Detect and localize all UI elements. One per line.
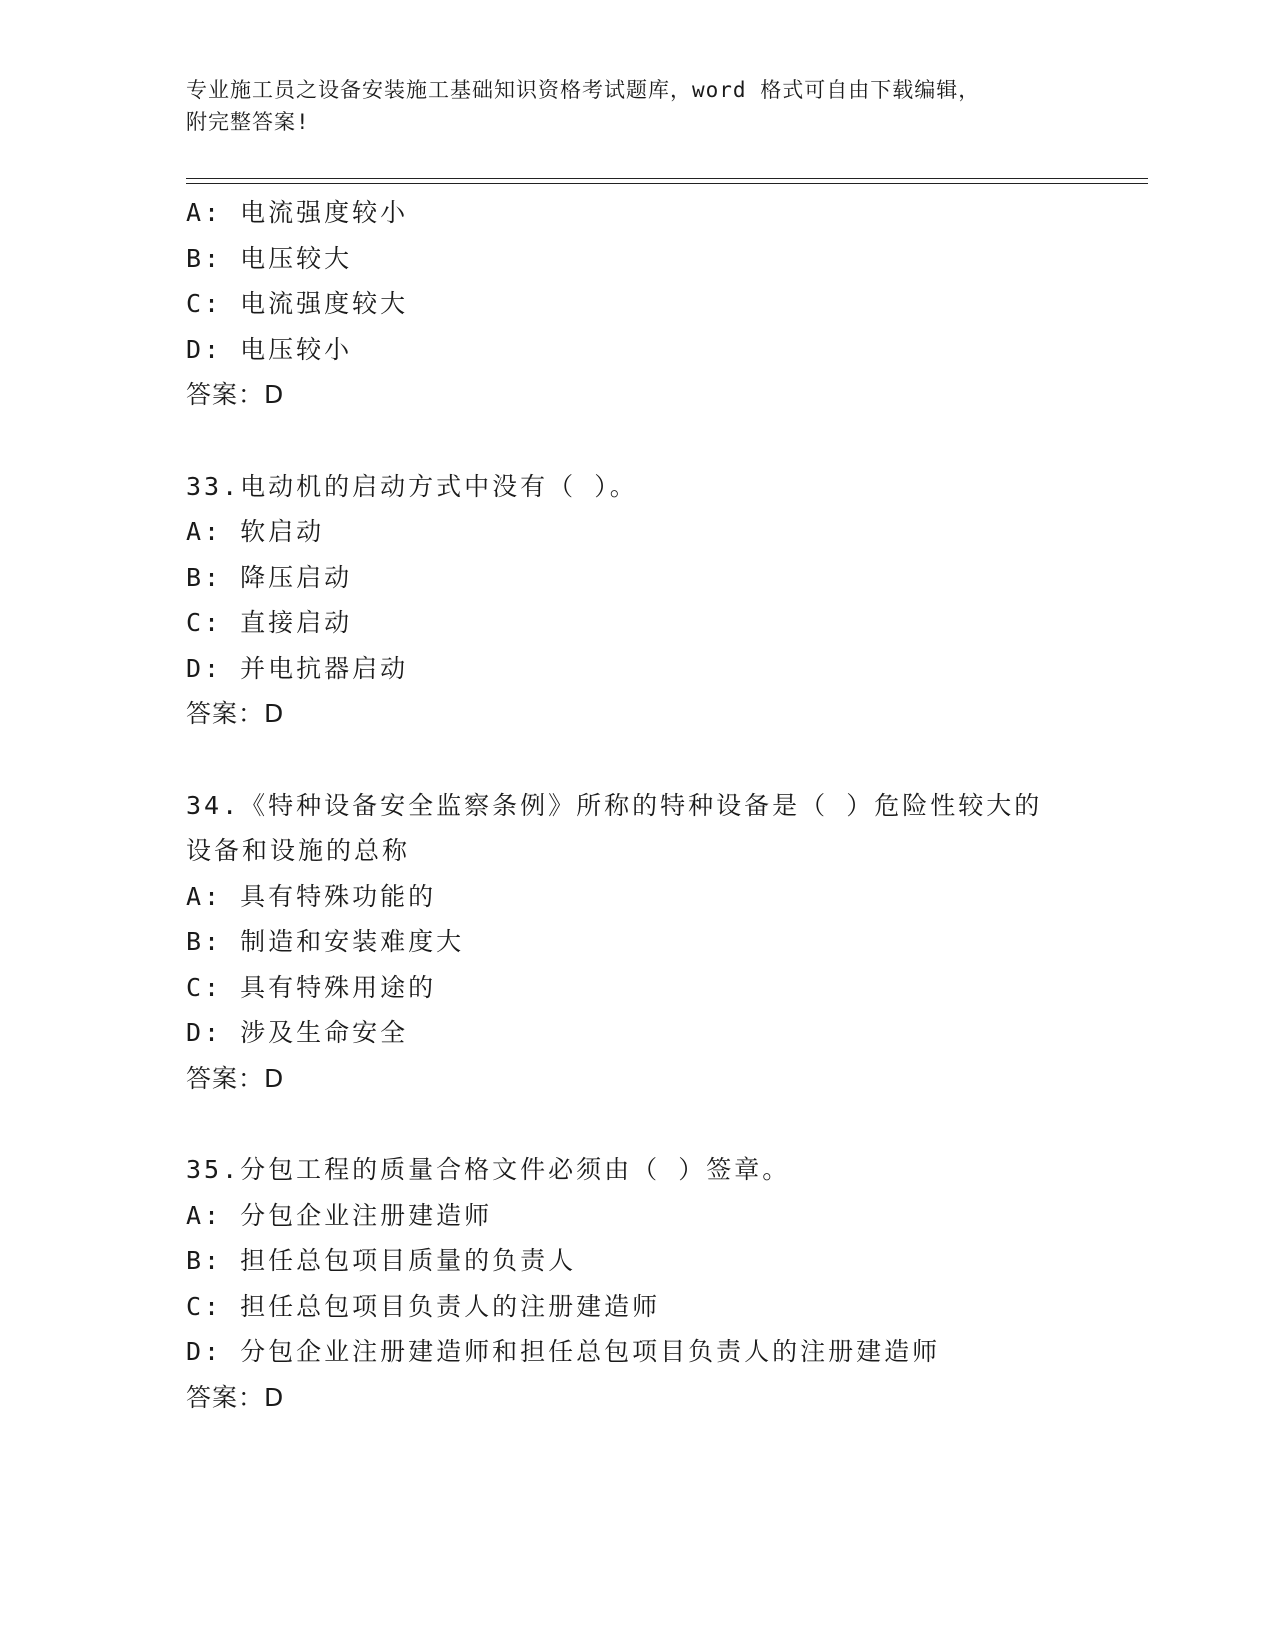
option-c: C: 直接启动 (186, 608, 353, 637)
option-d: D: 分包企业注册建造师和担任总包项目负责人的注册建造师 (186, 1337, 941, 1366)
option-c: C: 电流强度较大 (186, 289, 409, 318)
option-c: C: 担任总包项目负责人的注册建造师 (186, 1291, 661, 1321)
question-32 (186, 190, 1086, 418)
option-a: A: 软启动 (186, 517, 325, 546)
question-34 (186, 783, 1086, 1102)
answer: 答案：D (186, 1382, 285, 1412)
question-stem: 33.电动机的启动方式中没有（ ）。 (186, 471, 638, 501)
option-d: D: 并电抗器启动 (186, 653, 409, 683)
option-b: B: 电压较大 (186, 243, 353, 273)
question-33 (186, 464, 1086, 737)
option-b: B: 制造和安装难度大 (186, 927, 465, 956)
option-d: D: 涉及生命安全 (186, 1018, 409, 1047)
option-a: A: 分包企业注册建造师 (186, 1200, 493, 1230)
header-divider (186, 178, 1148, 184)
option-b: B: 降压启动 (186, 562, 353, 592)
question-stem: 35.分包工程的质量合格文件必须由（ ）签章。 (186, 1155, 791, 1184)
answer: 答案：D (186, 1063, 285, 1093)
question-list (186, 190, 1086, 1420)
header-line-1: 专业施工员之设备安装施工基础知识资格考试题库，word 格式可自由下载编辑， (186, 78, 981, 102)
question-35 (186, 1147, 1086, 1420)
document-header (186, 74, 1066, 138)
option-b: B: 担任总包项目质量的负责人 (186, 1246, 577, 1275)
option-a: A: 具有特殊功能的 (186, 881, 437, 911)
answer: 答案：D (186, 380, 285, 409)
option-d: D: 电压较小 (186, 334, 353, 364)
header-line-2: 附完整答案! (186, 110, 310, 134)
question-stem-line-2: 设备和设施的总称 (186, 836, 411, 865)
answer: 答案：D (186, 699, 285, 728)
option-c: C: 具有特殊用途的 (186, 972, 437, 1002)
question-stem-line-1: 34.《特种设备安全监察条例》所称的特种设备是（ ）危险性较大的 (186, 790, 1043, 820)
option-a: A: 电流强度较小 (186, 198, 409, 227)
